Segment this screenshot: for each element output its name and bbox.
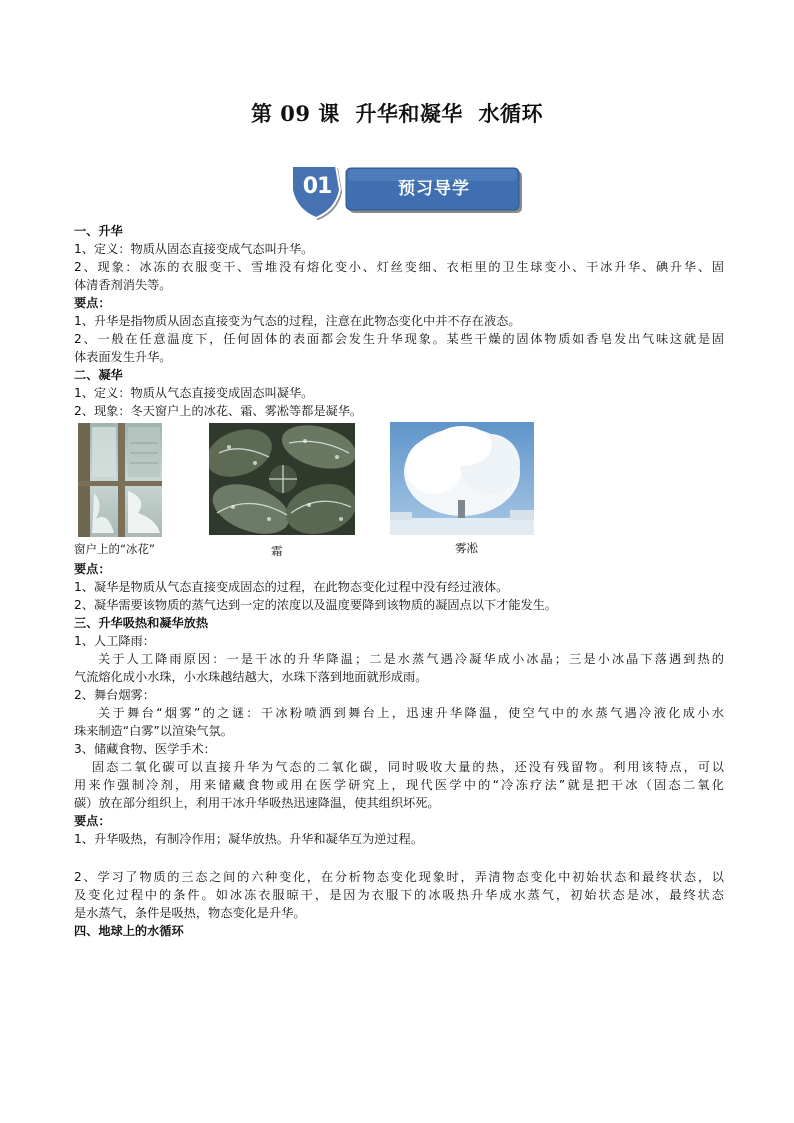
caption-rime: 雾凇	[455, 541, 478, 555]
heading-deposition: 二、凝华	[74, 368, 123, 382]
caption-window-frost: 窗户上的“冰花”	[74, 542, 155, 556]
key-points-heading: 要点：	[74, 814, 111, 828]
frost-leaves-photo	[209, 423, 355, 535]
text-line: 2、凝华需要该物质的蒸气达到一定的浓度以及温度要降到该物质的凝固点以下才能发生。	[74, 598, 558, 612]
banner-label: 预习导学	[398, 179, 470, 199]
text-line: 3、储藏食物、医学手术：	[74, 742, 216, 756]
text-line: 用来作强制冷剂，用来储藏食物或用在医学研究上，现代医学中的“冷冻疗法”就是把干冰（固态二氧化	[74, 778, 724, 792]
text-line: 及变化过程中的条件。如冰冻衣服晾干，是因为衣服下的冰吸热升华成水蒸气，初始状态是冰，最终状态	[74, 888, 724, 902]
text-line: 体清香剂消失等。	[74, 278, 172, 292]
text-line: 气流熔化成小水珠，小水珠越结越大，水珠下落到地面就形成雨。	[74, 670, 428, 684]
text-line: 1、人工降雨：	[74, 634, 155, 648]
heading-water-cycle: 四、地球上的水循环	[74, 924, 184, 938]
text-line: 碳）放在部分组织上，利用干冰升华吸热迅速降温，使其组织坏死。	[74, 796, 440, 810]
text-line: 关于舞台“烟雾”的之谜：干冰粉喷洒到舞台上，迅速升华降温，使空气中的水蒸气遇冷液化成小水	[98, 706, 724, 720]
banner-number: 01	[302, 174, 332, 199]
text-line: 珠来制造“白雾”以渲染气氛。	[74, 724, 233, 738]
text-line: 关于人工降雨原因：一是干冰的升华降温；二是水蒸气遇冷凝华成小冰晶；三是小冰晶下落遇到热的	[98, 652, 724, 666]
window-frost-photo	[78, 423, 162, 537]
section-banner	[288, 160, 524, 222]
text-line: 2、现象：冬天窗户上的冰花、霜、雾凇等都是凝华。	[74, 404, 363, 418]
rime-tree-photo	[390, 422, 534, 535]
text-line: 1、定义：物质从固态直接变成气态叫升华。	[74, 242, 314, 256]
text-line: 1、定义：物质从气态直接变成固态叫凝华。	[74, 386, 314, 400]
key-points-heading: 要点：	[74, 296, 111, 310]
key-points-heading: 要点：	[74, 562, 111, 576]
text-line: 2、一般在任意温度下，任何固体的表面都会发生升华现象。某些干燥的固体物质如香皂发出气味这就是固	[74, 332, 724, 346]
text-line: 1、升华是指物质从固态直接变为气态的过程，注意在此物态变化中并不存在液态。	[74, 314, 521, 328]
caption-frost: 霜	[271, 544, 283, 558]
text-line: 是水蒸气，条件是吸热，物态变化是升华。	[74, 906, 306, 920]
text-line: 2、舞台烟雾：	[74, 688, 155, 702]
text-line: 2、学习了物质的三态之间的六种变化，在分析物态变化现象时，弄清物态变化中初始状态和最终状态，以	[74, 870, 724, 884]
text-line: 1、凝华是物质从气态直接变成固态的过程，在此物态变化过程中没有经过液体。	[74, 580, 509, 594]
heading-heat: 三、升华吸热和凝华放热	[74, 616, 209, 630]
text-line: 体表面发生升华。	[74, 350, 172, 364]
text-line: 2、现象：冰冻的衣服变干、雪堆没有熔化变小、灯丝变细、衣柜里的卫生球变小、干冰升华、碘升华、固	[74, 260, 724, 274]
text-line: 1、升华吸热，有制冷作用；凝华放热。升华和凝华互为逆过程。	[74, 832, 424, 846]
text-line: 固态二氧化碳可以直接升华为气态的二氧化碳，同时吸收大量的热，还没有残留物。利用该特点，可以	[92, 760, 724, 774]
lesson-title: 第 09 课 升华和凝华 水循环	[250, 101, 544, 126]
heading-sublimation: 一、升华	[74, 224, 123, 238]
